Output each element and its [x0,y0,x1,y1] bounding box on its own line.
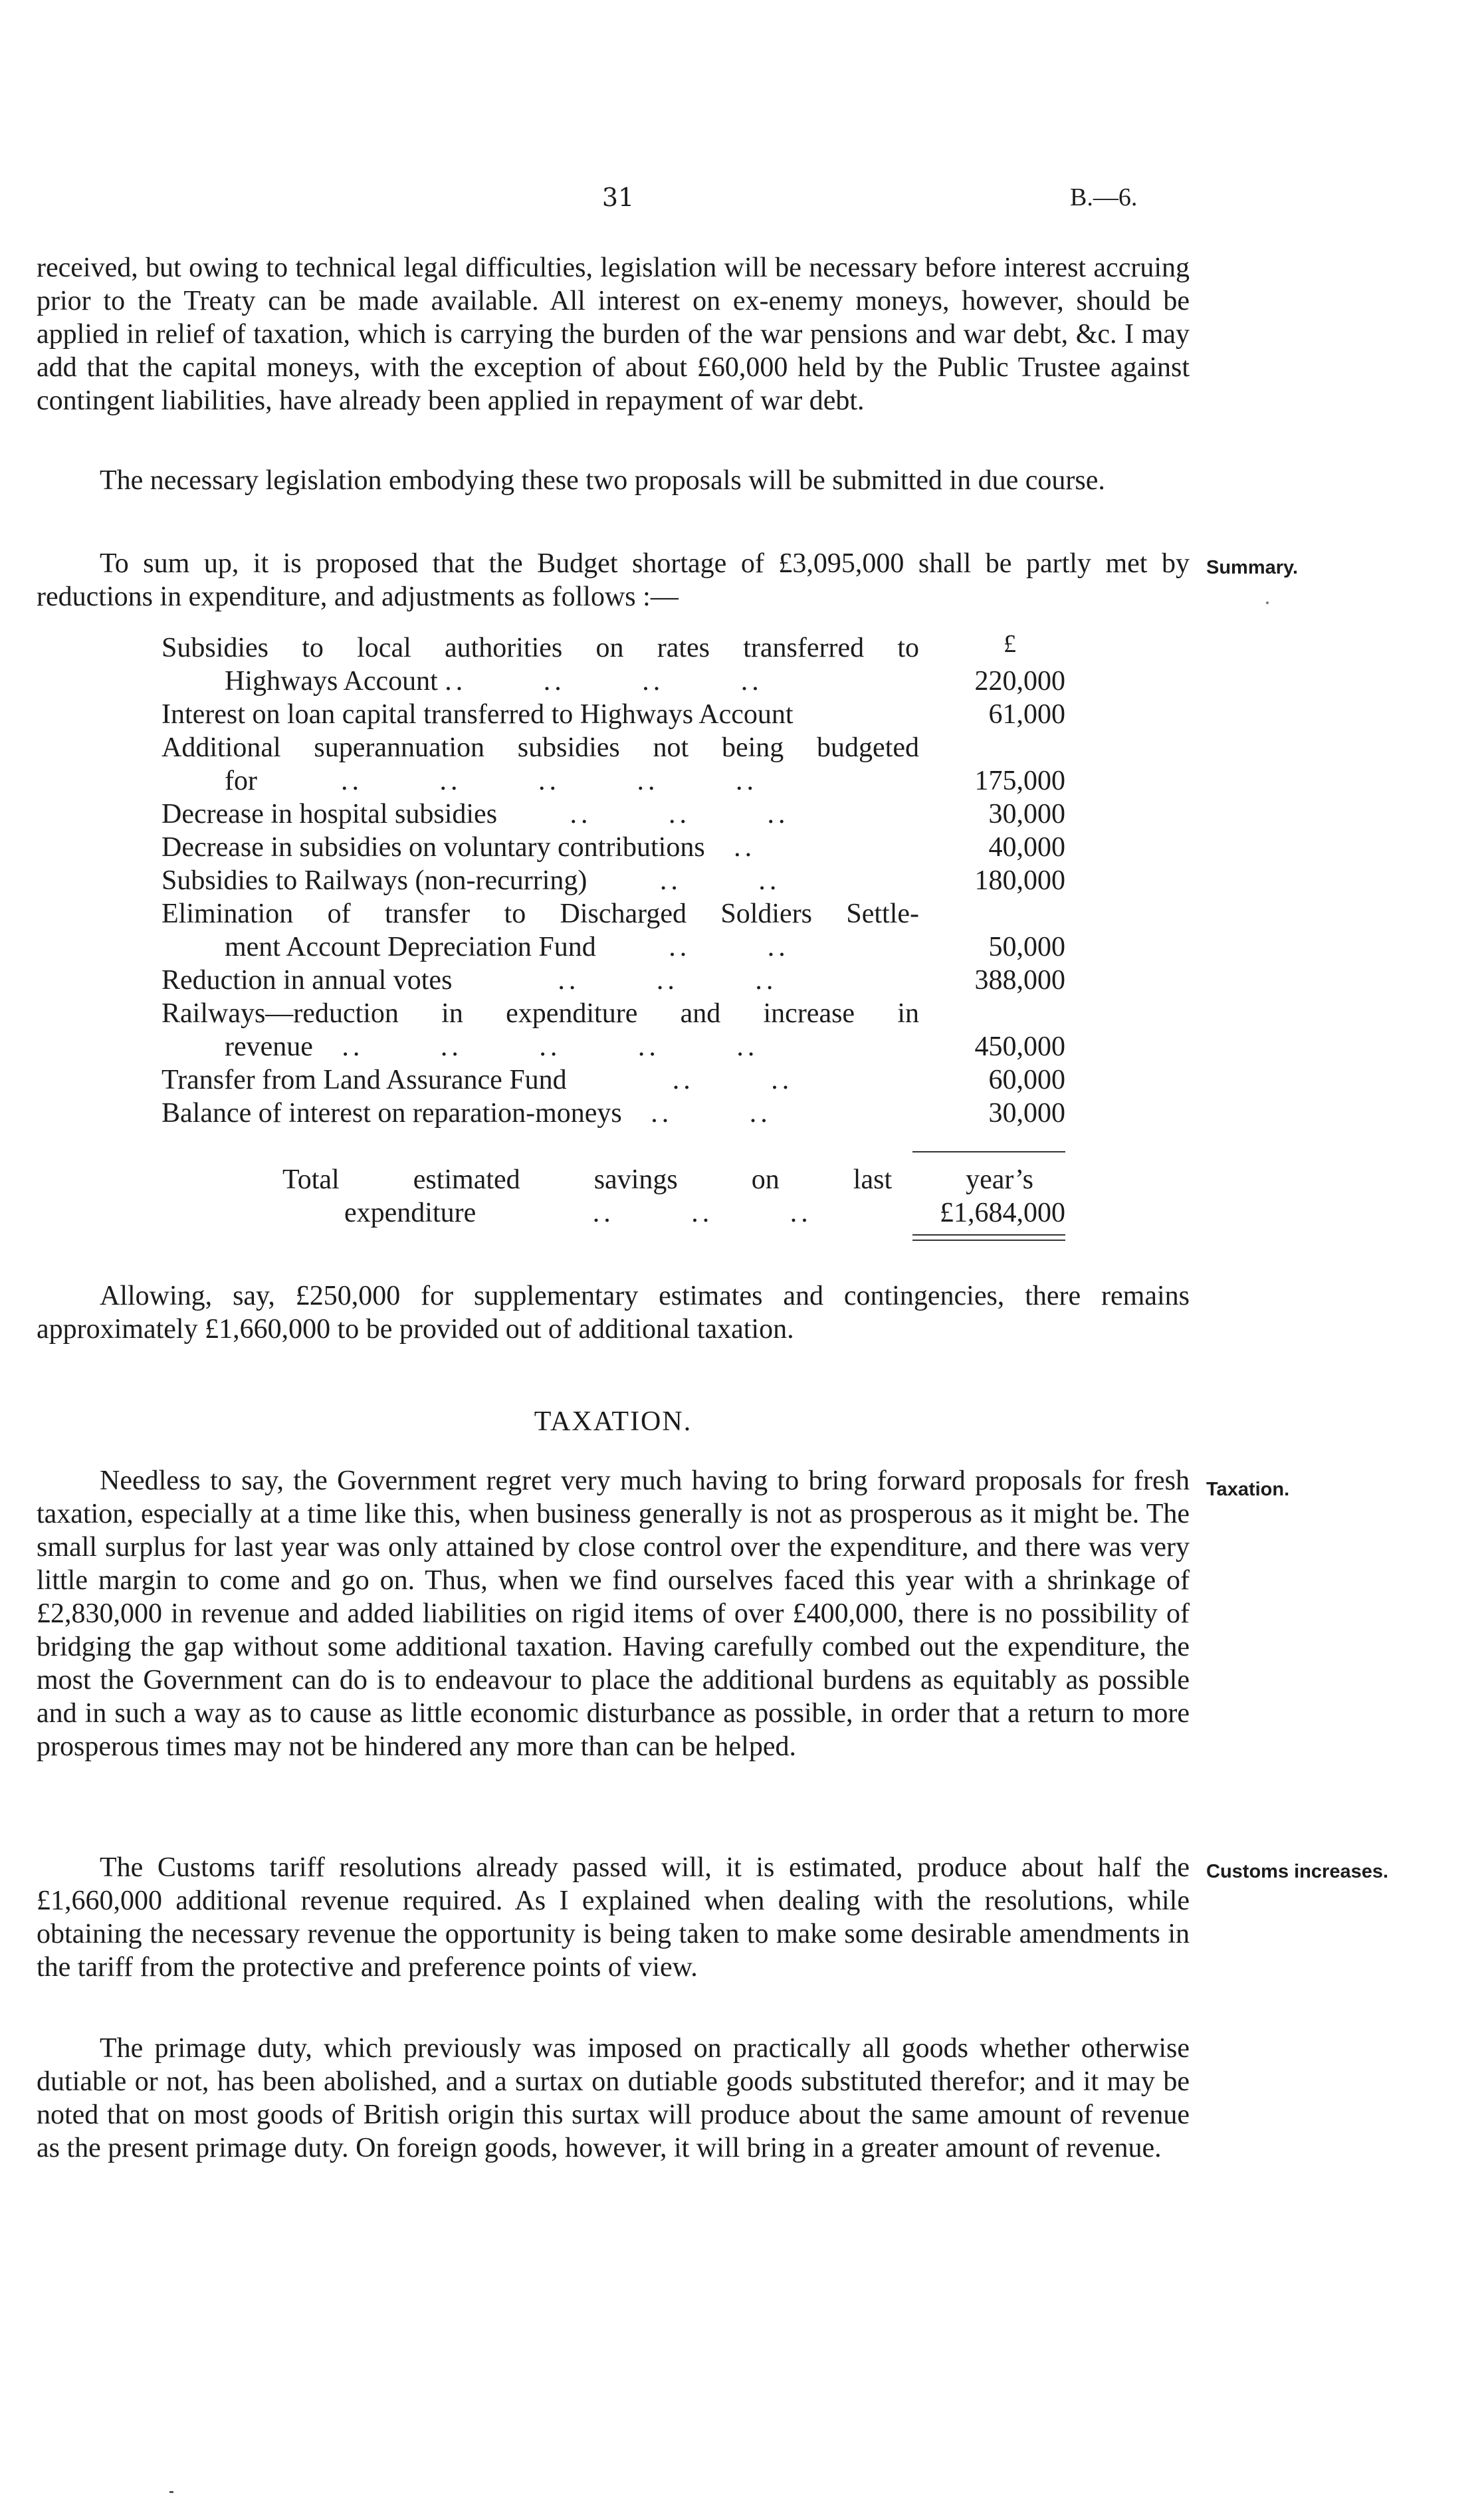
savings-table [161,631,1065,1130]
item-amount: 50,000 [988,932,1065,962]
item-label-cont: ment Account Depreciation Fund [225,932,596,962]
item-label: Subsidies to Railways (non-recurring) [161,865,587,896]
item-amount: 450,000 [974,1032,1065,1062]
section-heading: TAXATION. [534,1406,692,1437]
item-label: Balance of interest on reparation-moneys [161,1098,622,1129]
table-row: Subsidies to Railways (non-recurring) .. .. 180,000 [161,865,1065,896]
total-row: Total estimated savings on last year’s expenditure .. .. .. £1,684,000 [161,1163,1065,1230]
item-amount: 30,000 [988,799,1065,829]
item-amount: 180,000 [974,865,1065,896]
paragraph-ex-enemy-moneys: received, but owing to technical legal difficulties, legislation will be necessary before interest accruing prior to the Treaty can be made available. All interest on ex-enemy moneys, however, should be applied in relief of taxation, which is carrying the burden of the war pensions and war debt, &c. I may add that the capital moneys, with the exception of about £60,000 held by the Public Trustee against contingent liabilities, have already been applied in repayment of war debt. [37,253,1190,416]
paragraph-legislation: The necessary legislation embodying these two proposals will be submitted in due course. [100,465,1105,496]
table-row: Reduction in annual votes .. .. .. 388,000 [161,965,1065,996]
total-label-cont: expenditure [344,1198,477,1228]
item-label: Elimination of transfer to Discharged Soldiers Settle- [161,899,919,929]
total-label: Total estimated savings on last year’s [282,1164,1033,1195]
paragraph-summary: To sum up, it is proposed that the Budget shortage of £3,095,000 shall be partly met by reductions in expenditure, and adjustments as follows :— [37,548,1190,612]
item-label: Decrease in subsidies on voluntary contributions [161,832,705,863]
item-label-cont: for [225,766,257,796]
margin-note-taxation: Taxation. [1206,1479,1290,1500]
item-label: Interest on loan capital transferred to Highways Account [161,699,794,730]
item-amount: 40,000 [988,832,1065,863]
table-row: Elimination of transfer to Discharged Soldiers Settle- ment Account Depreciation Fund .. .. 50,000 [161,899,1065,962]
item-label-cont: Highways Account [225,666,438,697]
item-label: Subsidies to local authorities on rates transferred to [161,633,919,663]
table-row: Decrease in subsidies on voluntary contributions .. 40,000 [161,832,1065,863]
item-label-cont: revenue [225,1032,313,1062]
print-speck [1266,601,1269,604]
item-amount: 388,000 [974,965,1065,996]
table-row: Subsidies to local authorities on rates transferred to Highways Account .. .. .. .. 220,000 [161,633,1065,697]
total-amount: £1,684,000 [940,1198,1065,1228]
item-amount: 30,000 [988,1098,1065,1129]
paragraph-allowing: Allowing, say, £250,000 for supplementary estimates and contingencies, there remains approximately £1,660,000 to be provided out of additional taxation. [37,1281,1190,1345]
table-row: Additional superannuation subsidies not being budgeted for .. .. .. .. .. 175,000 [161,732,1065,796]
item-label: Decrease in hospital subsidies [161,799,498,829]
item-label: Reduction in annual votes [161,965,453,996]
margin-note-summary: Summary. [1206,557,1299,578]
item-label: Railways—reduction in expenditure and increase in [161,998,919,1029]
item-amount: 175,000 [974,766,1065,796]
item-label: Transfer from Land Assurance Fund [161,1065,567,1095]
table-row: Transfer from Land Assurance Fund .. .. 60,000 [161,1065,1065,1095]
item-amount: 61,000 [988,699,1065,730]
item-label: Additional superannuation subsidies not being budgeted [161,732,919,763]
table-row [161,698,1065,731]
paragraph-taxation: Needless to say, the Government regret very much having to bring forward proposals for fresh taxation, especially at a time like this, when business generally is not as prosperous as it might be. The small surplus for last year was only attained by close control over the expenditure, and there was very little margin to come and go on. Thus, when we find ourselves faced this year with a shrinkage of £2,830,000 in revenue and added liabilities on rigid items of over £400,000, there is no possibility of bridging the gap without some additional taxation. Having carefully combed out the expenditure, the most the Government can do is to endeavour to place the additional burdens as equitably as possible and in such a way as to cause as little economic disturbance as possible, in order that a return to more prosperous times may not be hindered any more than can be helped. [37,1466,1190,1762]
item-amount: 60,000 [988,1065,1065,1095]
table-row: Decrease in hospital subsidies .. .. .. 30,000 [161,799,1065,829]
document-reference: B.—6. [1070,183,1138,211]
margin-note-customs: Customs increases. [1206,1861,1389,1882]
paragraph-customs: The Customs tariff resolutions already passed will, it is estimated, produce about half the £1,660,000 additional revenue required. As I explained when dealing with the resolutions, while obtaining the necessary revenue the opportunity is being taken to make some desirable amendments in the tariff from the protective and preference points of view. [37,1852,1190,1983]
sum-rule [912,1151,1065,1152]
item-amount: 220,000 [974,666,1065,697]
page-number: 31 [601,183,635,212]
currency-header: £ [1004,630,1016,658]
total-double-rule [912,1234,1065,1241]
table-row: Railways—reduction in expenditure and increase in revenue .. .. .. .. .. 450,000 [161,998,1065,1062]
table-row: Balance of interest on reparation-moneys .. .. 30,000 [161,1098,1065,1129]
paragraph-primage: The primage duty, which previously was imposed on practically all goods whether otherwise dutiable or not, has been abolished, and a surtax on dutiable goods substituted therefor; and it may be noted that on most goods of British origin this surtax will produce about the same amount of revenue as the present primage duty. On foreign goods, however, it will bring in a greater amount of revenue. [37,2033,1190,2163]
print-speck [169,2491,173,2493]
